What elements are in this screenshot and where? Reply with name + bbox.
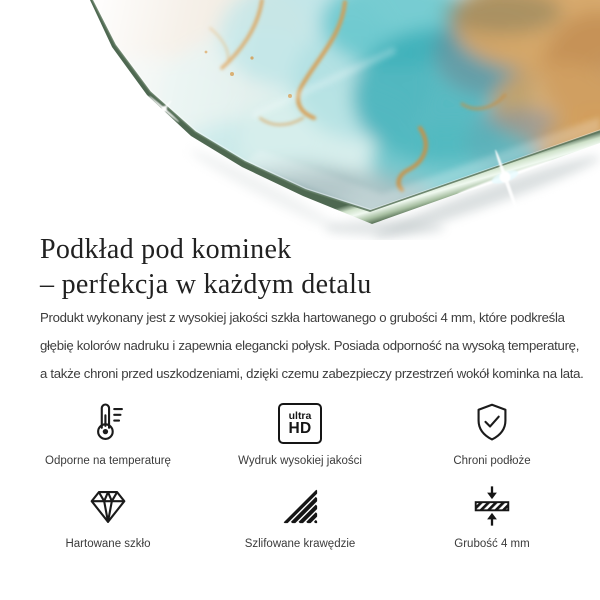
page-title (40, 232, 372, 302)
description-line: a także chroni przed uszkodzeniami, dzięki czemu zabezpieczy przestrzeń wokół kominka na lata. (40, 366, 584, 381)
feature-label: Hartowane szkło (65, 538, 151, 550)
ultra-hd-icon (278, 400, 322, 446)
uhd-badge-bottom: HD (288, 419, 312, 437)
feature-label: Wydruk wysokiej jakości (238, 455, 362, 467)
thermometer-icon (85, 400, 131, 446)
shield-check-icon (469, 400, 515, 446)
description-line: Produkt wykonany jest z wysokiej jakości szkła hartowanego o grubości 4 mm, które podkreśla (40, 310, 565, 325)
product-description (40, 304, 584, 388)
uhd-badge-top: ultra (288, 409, 312, 422)
feature-label: Chroni podłoże (453, 455, 531, 467)
polished-edges-icon (277, 483, 323, 529)
feature-polished-edges (204, 483, 396, 550)
feature-protects-floor (396, 400, 588, 467)
feature-tempered-glass (12, 483, 204, 550)
thickness-icon (469, 483, 515, 529)
product-photo (0, 0, 600, 240)
hero-product-image (0, 0, 600, 240)
feature-label: Szlifowane krawędzie (244, 538, 356, 550)
feature-print-quality (204, 400, 396, 467)
feature-label: Odporne na temperaturę (45, 455, 171, 467)
description-line: głębię kolorów nadruku i zapewnia elegancki połysk. Posiada odporność na wysoką temperaturę, (40, 338, 580, 353)
feature-temperature (12, 400, 204, 467)
diamond-icon (85, 483, 131, 529)
features-grid (12, 400, 588, 550)
title-line1: Podkład pod kominek (40, 234, 292, 265)
title-line2: – perfekcja w każdym detalu (40, 269, 372, 300)
feature-label: Grubość 4 mm (454, 538, 530, 550)
feature-thickness (396, 483, 588, 550)
